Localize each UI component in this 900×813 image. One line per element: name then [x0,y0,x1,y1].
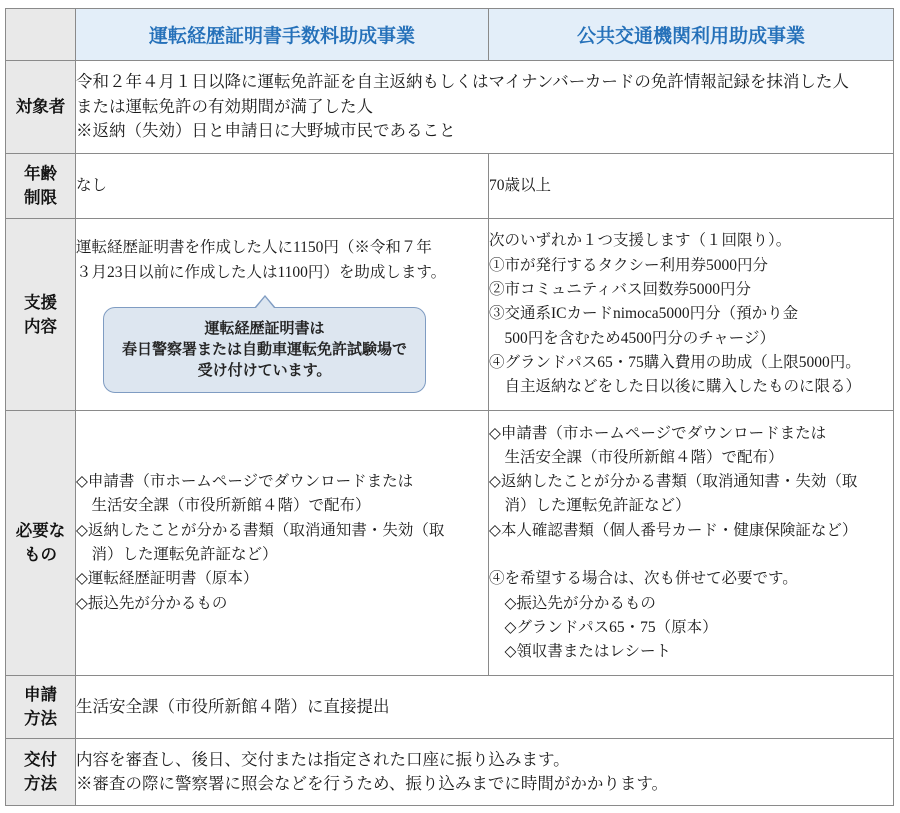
eligibility-line: 令和２年４月１日以降に運転免許証を自主返納もしくはマイナンバーカードの免許情報記録を抹消した人 [76,72,849,92]
required-item-cont: 生活安全課（市役所新館４階）で配布） [91,497,371,515]
eligibility-line: または運転免許の有効期間が満了した人 [76,96,373,116]
support-row [6,219,894,411]
required-items-label-line: もの [24,545,57,564]
required-extra-item: ◇領収書またはレシート [504,643,672,661]
support-program2-intro: 次のいずれか１つ支援します（１回限り）。 [489,232,792,250]
required-item: ◇返納したことが分かる書類（取消通知書・失効（取 [76,521,445,539]
application-method-label [6,676,76,739]
payment-method-line: 内容を審査し、後日、交付または指定された口座に振り込みます。 [76,749,570,769]
application-method-label-line: 申請 [24,685,57,704]
support-option-grand-pass-cont: 自主返納などをした日以後に購入したものに限る） [504,378,862,396]
support-label-line: 支援 [24,292,57,312]
age-limit-label [6,154,76,219]
header-license-history-fee-program: 運転経歴証明書手数料助成事業 [76,9,489,61]
blank-line [489,543,893,567]
required-item: ◇申請書（市ホームページでダウンロードまたは [489,424,827,442]
payment-method-label-line: 方法 [24,774,57,793]
support-label-line: 内容 [24,316,57,336]
eligibility-content [76,61,894,154]
support-program1-line: ３月23日以前に作成した人は1100円）を助成します。 [76,263,447,281]
payment-method-note: ※審査の際に警察署に照会などを行うため、振り込みまでに時間がかかります。 [76,774,669,793]
header-public-transit-program: 公共交通機関利用助成事業 [489,9,894,61]
support-program1-line: 運転経歴証明書を作成した人に1150円（※令和７年 [76,239,432,257]
age-limit-label-line: 年齢 [24,164,57,183]
application-method-label-line: 方法 [24,709,57,728]
support-option-grand-pass: ④グランドパス65・75購入費用の助成（上限5000円。 [489,353,861,371]
payment-method-label [6,739,76,806]
required-extra-item: ◇グランドパス65・75（原本） [504,618,718,636]
required-item: ◇申請書（市ホームページでダウンロードまたは [76,473,414,491]
required-item-cont: 消）した運転免許証など） [91,546,278,563]
application-method-content [76,676,894,739]
callout-line: 春日警察署または自動車運転免許試験場で [121,340,407,359]
application-method-row [6,676,894,739]
callout-line: 運転経歴証明書は [204,319,325,338]
support-option-ic-card: ③交通系ICカードnimoca5000円分（預かり金 [489,305,799,323]
required-program1 [76,411,489,676]
eligibility-row [6,61,894,154]
age-limit-program2 [489,154,894,219]
age-limit-row [6,154,894,219]
payment-method-row [6,739,894,806]
required-extra-note: ④を希望する場合は、次も併せて必要です。 [489,570,798,588]
header-row [6,9,894,61]
support-label [6,219,76,411]
age-limit-label-line: 制限 [24,188,57,207]
support-option-bus: ②市コミュニティバス回数券5000円分 [489,281,751,299]
required-item: ◇運転経歴証明書（原本） [76,570,259,588]
age-limit-program2-text: 70歳以上 [489,176,552,194]
required-extra-item: ◇振込先が分かるもの [504,594,656,612]
required-items-label-line: 必要な [15,521,66,540]
payment-method-content [76,739,894,806]
age-limit-program1 [76,154,489,219]
required-item: ◇返納したことが分かる書類（取消通知書・失効（取 [489,473,858,491]
age-limit-program1-text: なし [76,176,108,194]
required-item-cont: 生活安全課（市役所新館４階）で配布） [504,448,784,466]
eligibility-note: ※返納（失効）日と申請日に大野城市民であること [76,121,456,141]
support-program2 [489,219,894,411]
required-item: ◇本人確認書類（個人番号カード・健康保険証など） [489,521,858,539]
header-corner-cell [6,9,76,61]
callout-bubble [103,307,426,393]
required-item: ◇振込先が分かるもの [76,594,228,612]
required-items-label [6,411,76,676]
application-method-text: 生活安全課（市役所新館４階）に直接提出 [76,696,390,716]
support-program1 [76,219,489,411]
support-option-taxi: ①市が発行するタクシー利用券5000円分 [489,256,769,274]
eligibility-label [6,61,76,154]
required-program2 [489,411,894,676]
subsidy-comparison-table [5,8,894,806]
callout-line: 受け付けています。 [197,361,332,380]
support-option-ic-card-cont: 500円を含むため4500円分のチャージ） [504,329,775,347]
payment-method-label-line: 交付 [24,750,57,769]
required-item-cont: 消）した運転免許証など） [504,497,691,515]
required-items-row [6,411,894,676]
eligibility-label-text: 対象者 [15,97,66,116]
